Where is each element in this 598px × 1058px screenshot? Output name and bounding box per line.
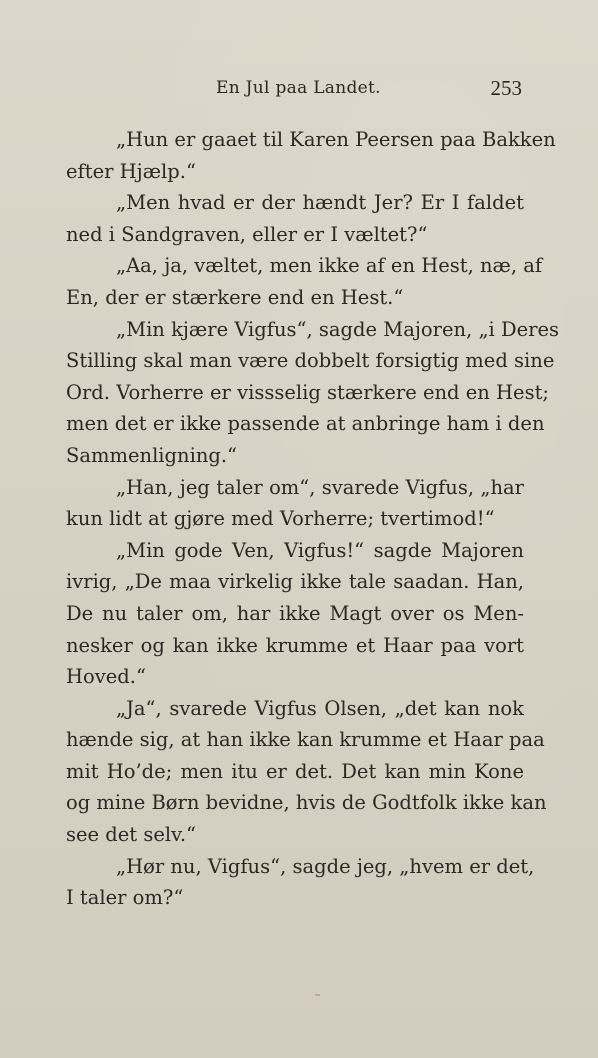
text-line: „Hun er gaaet til Karen Peersen paa Bakken — [116, 128, 556, 151]
text-line: Sammenligning.“ — [66, 443, 238, 467]
text-line: hænde sig, at han ikke kan krumme et Haar paa — [66, 728, 545, 752]
paper-speck — [315, 994, 320, 996]
paragraph — [66, 250, 543, 313]
text-line: Stilling skal man være dobbelt forsigtig med sine — [66, 349, 555, 373]
text-line: see det selv.“ — [66, 823, 196, 847]
text-line: nesker og kan ikke krumme et Haar paa vort — [66, 633, 524, 657]
paragraph — [66, 187, 524, 250]
text-line: men det er ikke passende at anbringe ham i den — [66, 412, 545, 436]
paragraph — [66, 314, 560, 472]
text-line: „Min gode Ven, Vigfus!“ sagde Majoren — [116, 538, 524, 562]
text-line: „Aa, ja, væltet, men ikke af en Hest, næ, af — [116, 254, 543, 278]
text-line: kun lidt at gjøre med Vorherre; tvertimod!“ — [66, 507, 495, 531]
text-line: „Hør nu, Vigfus“, sagde jeg, „hvem er det, — [116, 854, 535, 878]
text-line: „Han, jeg taler om“, svarede Vigfus, „har — [116, 475, 524, 499]
text-line: „Men hvad er der hændt Jer? Er I faldet — [116, 191, 524, 215]
text-line: ned i Sandgraven, eller er I væltet?“ — [66, 222, 428, 246]
text-line: Ord. Vorherre er vissselig stærkere end en Hest; — [66, 380, 549, 404]
paragraph — [66, 851, 535, 914]
running-head: En Jul paa Landet. — [216, 78, 381, 98]
paragraph — [66, 535, 524, 693]
text-line: efter Hjælp.“ — [66, 159, 196, 183]
text-line: En, der er stærkere end en Hest.“ — [66, 285, 404, 309]
text-line: De nu taler om, har ikke Magt over os Men- — [66, 601, 524, 625]
text-line: I taler om?“ — [66, 886, 184, 910]
paragraph — [66, 472, 524, 535]
text-line: „Ja“, svarede Vigfus Olsen, „det kan nok — [116, 696, 524, 720]
text-line: ivrig, „De maa virkelig ikke tale saadan. Han, — [66, 570, 524, 594]
text-line: „Min kjære Vigfus“, sagde Majoren, „i Deres — [116, 317, 560, 341]
paragraph — [66, 693, 547, 851]
paragraph — [66, 124, 556, 187]
page-number: 253 — [490, 76, 522, 100]
body-text — [66, 124, 560, 914]
text-line: Hoved.“ — [66, 665, 146, 689]
text-line: mit Ho’de; men itu er det. Det kan min Kone — [66, 759, 524, 783]
page-header — [66, 76, 522, 106]
text-line: og mine Børn bevidne, hvis de Godtfolk ikke kan — [66, 791, 547, 815]
